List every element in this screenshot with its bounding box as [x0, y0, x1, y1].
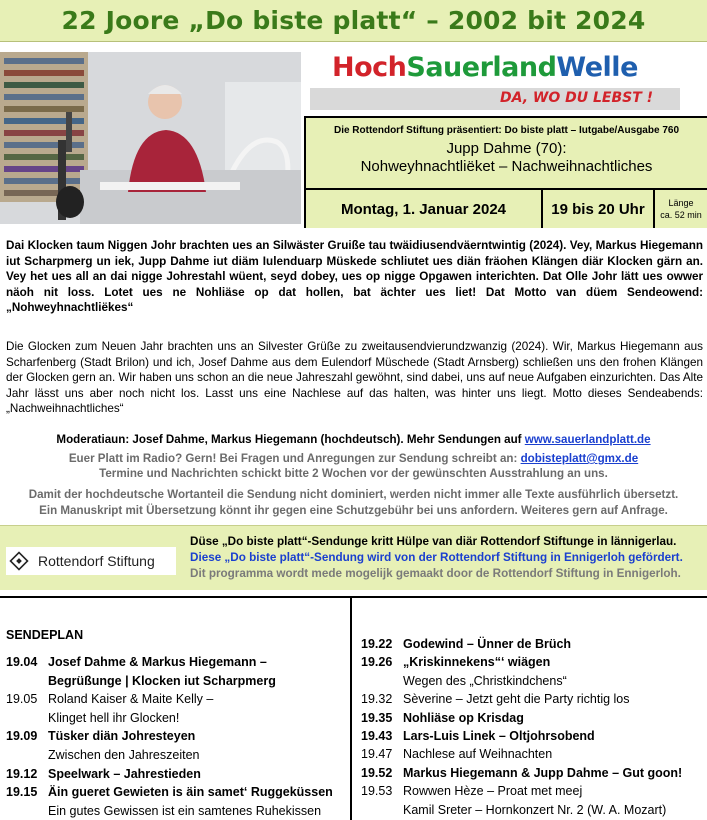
- sponsor-logo: [6, 547, 176, 575]
- episode-topic: Nohweyhnachtliëket – Nachweihnachtliches: [360, 158, 653, 175]
- studio-photo: [0, 52, 301, 224]
- manuscript-note: Ein Manuskript mit Übersetzung könnt ihr gegen eine Schutzgebühr bei uns anfordern. Weiteres gern auf Anfrage.: [39, 504, 668, 517]
- diamond-icon: [6, 548, 32, 574]
- schedule-title: Josef Dahme & Markus Hiegemann –: [48, 655, 267, 669]
- length-value: ca. 52 min: [660, 210, 702, 220]
- broadcast-date: Montag, 1. Januar 2024: [306, 190, 543, 228]
- schedule-title: Godewind – Ünner de Brüch: [403, 637, 572, 651]
- broadcast-length: [655, 190, 707, 228]
- station-tagline: DA, WO DU LEBST !: [500, 90, 654, 106]
- schedule-title: Nohliäse op Krisdag: [403, 710, 524, 725]
- schedule-title: „Kriskinnekens“‘ wiägen: [403, 655, 551, 670]
- schedule-time: 19.12: [6, 766, 38, 781]
- sponsor-line-dutch: Dit programma wordt mede mogelijk gemaakt door de Rottendorf Stiftung in Ennigerloh.: [190, 567, 681, 580]
- sponsor-box: [0, 525, 707, 590]
- broadcast-time: 19 bis 20 Uhr: [543, 190, 655, 228]
- schedule-title: Zwischen den Jahreszeiten: [48, 748, 200, 762]
- schedule-time: 19.43: [361, 729, 393, 743]
- schedule-title: Tüsker diän Johresteyen: [48, 729, 196, 744]
- schedule-time: 19.47: [361, 747, 393, 762]
- schedule-time: 19.04: [6, 655, 38, 669]
- schedule-title: Klinget hell ihr Glocken!: [48, 710, 180, 725]
- schedule-title: Begrüßunge | Klocken iut Scharpmerg: [48, 673, 276, 688]
- schedule-time: 19.32: [361, 692, 393, 707]
- schedule-heading: SENDEPLAN: [6, 628, 84, 642]
- schedule-time: 19.53: [361, 784, 393, 799]
- schedule-time: 19.15: [6, 785, 38, 800]
- moderation-line: [0, 432, 707, 447]
- schedule-time: 19.35: [361, 710, 393, 725]
- translation-note: Damit der hochdeutsche Wortanteil die Sendung nicht dominiert, werden nicht immer alle Texte ausführlich übersetzt.: [28, 488, 679, 501]
- schedule-left: [0, 596, 352, 820]
- sponsor-lines: [190, 534, 683, 582]
- episode-title: [306, 140, 707, 176]
- intro-hochdeutsch: Die Glocken zum Neuen Jahr brachten uns an Silvester Grüße zu zweitausendvierundzwanzig (2024). Wir, Markus Hiegemann aus Scharfenberg (Stadt Brilon) und ich, Josef Dahme aus dem Eulendorf Müschede (Stadt Arnsberg) schließen uns den frohen Klängen der Glocken gern an. Wir haben uns schon an die neue Jahreszahl gewöhnt, sind dabei, uns auf neue Aufgaben einzurichten. Das Alte Jahr lässt uns aber noch nicht los. Lasst uns eine Nachlese auf das halten, was hinter uns liegt. Motto dieses Sendeabends: „Nachweihnachtliches“: [6, 340, 703, 416]
- moderation-text: Moderatiaun: Josef Dahme, Markus Hiegemann (hochdeutsch). Mehr Sendungen auf: [56, 433, 522, 446]
- sponsor-line-platt: Düse „Do biste platt“-Sendunge kritt Hülpe van diär Rottendorf Stiftunge in lännigerlau.: [190, 535, 677, 548]
- schedule-time: 19.26: [361, 655, 393, 670]
- title-bar: [0, 0, 707, 42]
- presenter-line: Die Rottendorf Stiftung präsentiert: Do biste platt – Iutgabe/Ausgabe 760: [333, 125, 680, 136]
- sponsor-logo-text: Rottendorf Stiftung: [38, 553, 155, 569]
- episode-info-box: [304, 116, 707, 228]
- schedule-title: Lars-Luis Linek – Oltjohrsobend: [403, 729, 595, 743]
- schedule-title: Ein gutes Gewissen ist ein samtenes Ruhekissen: [48, 803, 322, 818]
- schedule-title: Roland Kaiser & Maite Kelly –: [48, 692, 214, 707]
- schedule-time: 19.09: [6, 729, 38, 744]
- email-link[interactable]: dobisteplatt@gmx.de: [520, 452, 639, 465]
- schedule-title: Nachlese auf Weihnachten: [403, 747, 553, 762]
- schedule-title: Markus Hiegemann & Jupp Dahme – Gut goon!: [403, 765, 683, 780]
- episode-info-column: [304, 44, 707, 220]
- station-name: HochSauerlandWelle: [332, 52, 638, 83]
- schedule-time: 19.22: [361, 637, 393, 651]
- contact-line: [0, 451, 707, 466]
- page-title: 22 Joore „Do biste platt“ – 2002 bit 2024: [61, 6, 646, 35]
- schedule-time: 19.05: [6, 692, 38, 707]
- website-link[interactable]: www.sauerlandplatt.de: [524, 433, 651, 446]
- sponsor-line-hochdeutsch: Diese „Do biste platt“-Sendung wird von der Rottendorf Stiftung in Ennigerloh gefördert.: [190, 551, 683, 564]
- schedule-title: Sèverine – Jetzt geht die Party richtig los: [403, 692, 630, 707]
- schedule-title: Rowwen Hèze – Proat met meej: [403, 784, 583, 799]
- deadline-note: Termine und Nachrichten schickt bitte 2 Wochen vor der gewünschten Ausstrahlung an uns.: [99, 467, 608, 480]
- length-label: Länge: [668, 198, 694, 208]
- schedule-time: 19.52: [361, 765, 393, 780]
- schedule-title: Kamil Sreter – Hornkonzert Nr. 2 (W. A. Mozart): [403, 802, 667, 817]
- schedule-title: Äin gueret Gewieten is äin samet‘ Ruggeküssen: [48, 785, 333, 800]
- intro-plattdeutsch: Dai Klocken taum Niggen Johr brachten ues an Silwäster Gruiße tau twäidiusendväerntwintig (2024). Vey, Markus Hiegemann iut Scharpmerg un iek, Jupp Dahme iut diäm Iulenduarp Müskede schliutet ues diän fräohen Klängen diär Klocken gärn an. Vey het ues all an dai nigge Johrestahl wüent, seyd dobey, ues op nigge Opgawen interichten. Dat Olle Johr lätt ues owwer näoh nit loss. Lotet ues ne Nohliäse op dat hollen, bat ächter ues liet! Dat Motto van düem Sendeowend: „Nohweyhnachtliëkes“: [6, 239, 703, 315]
- broadcast-row: [306, 188, 707, 228]
- contact-text: Euer Platt im Radio? Gern! Bei Fragen und Anregungen zur Sendung schreibt an:: [68, 452, 518, 465]
- station-logo: [304, 44, 707, 116]
- episode-guest: Jupp Dahme (70):: [446, 140, 567, 157]
- schedule-right: [352, 596, 707, 820]
- schedule-title: Wegen des „Christkindchens“: [403, 673, 567, 688]
- schedule-title: Speelwark – Jahrestieden: [48, 766, 201, 781]
